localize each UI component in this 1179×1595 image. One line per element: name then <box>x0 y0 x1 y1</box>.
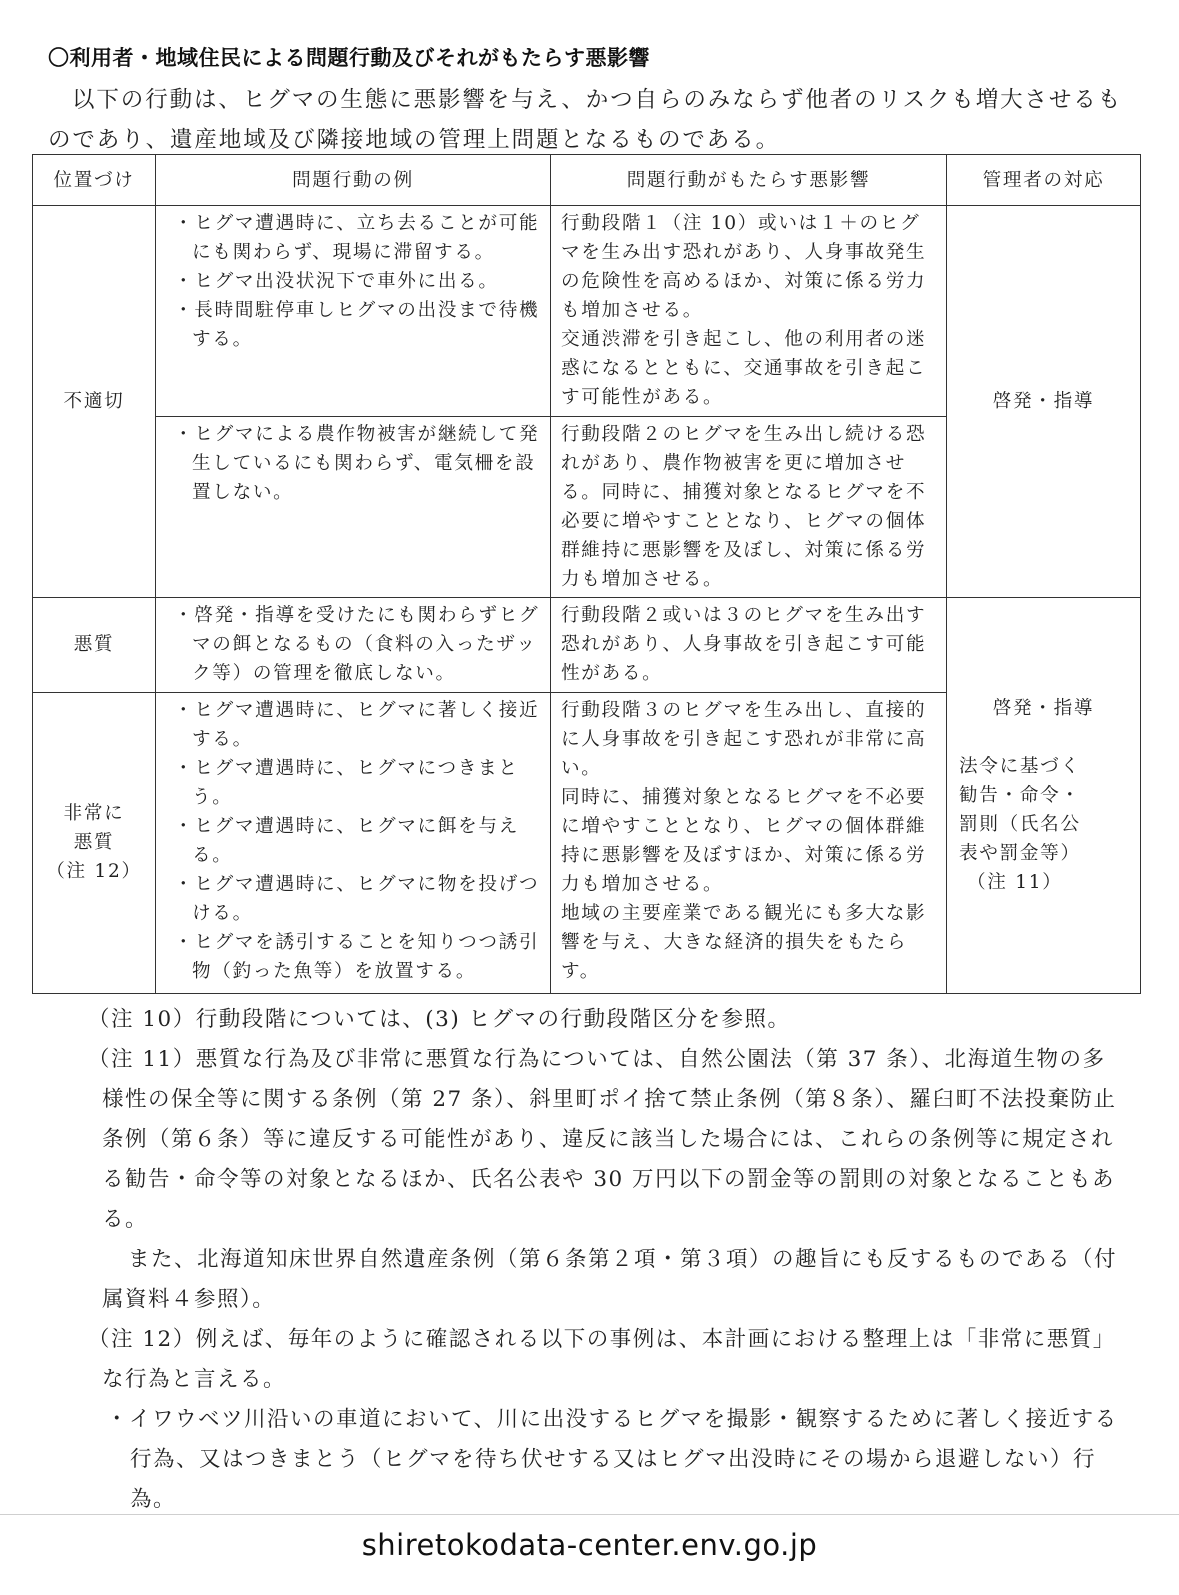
response-malicious <box>947 598 1141 994</box>
header-effects: 問題行動がもたらす悪影響 <box>551 155 947 206</box>
effects-cell <box>551 206 947 417</box>
list-item: ・ヒグマ遭遇時に、立ち去ることが可能にも関わらず、現場に滞留する。 <box>174 213 540 264</box>
section-heading: 〇利用者・地域住民による問題行動及びそれがもたらす悪影響 <box>48 46 650 70</box>
category-malicious: 悪質 <box>33 598 156 693</box>
note-12-bullet: ・イワウベツ川沿いの車道において、川に出没するヒグマを撮影・観察するために著しく接近する行為、又はつきまとう（ヒグマを待ち伏せする又はヒグマ出没時にその場から退避しない）行為。 <box>106 1407 1118 1512</box>
category-line: 悪質 <box>73 832 115 854</box>
effect-text: 交通渋滞を引き起こし、他の利用者の迷惑になるとともに、交通事故を引き起こす可能性がある。 <box>561 329 927 409</box>
category-line: 非常に <box>63 803 125 825</box>
note-10: （注 10）行動段階については、(3) ヒグマの行動段階区分を参照。 <box>88 1007 791 1032</box>
table-row <box>33 206 1141 417</box>
response-line: 法令に基づく <box>959 756 1081 778</box>
header-response: 管理者の対応 <box>947 155 1141 206</box>
response-gap <box>951 723 1136 752</box>
list-item: ・ヒグマ遭遇時に、ヒグマにつきまとう。 <box>174 757 519 808</box>
effect-text: 行動段階２のヒグマを生み出し続ける恐れがあり、農作物被害を更に増加させる。同時に、捕獲対象となるヒグマを不必要に増やすこととなり、ヒグマの個体群維持に悪影響を及ぼし、対策に係る労力も増加させる。 <box>561 423 927 590</box>
response-line: 罰則（氏名公 <box>959 814 1081 836</box>
examples-cell <box>156 416 551 597</box>
response-line: （注 11） <box>967 872 1063 894</box>
footer-divider <box>0 1514 1179 1515</box>
intro-paragraph: 以下の行動は、ヒグマの生態に悪影響を与え、かつ自らのみならず他者のリスクも増大させるものであり、遺産地域及び隣接地域の管理上問題となるものである。 <box>48 87 1123 153</box>
effect-text: 行動段階１（注 10）或いは１＋のヒグマを生み出す恐れがあり、人身事故発生の危険性を高めるほか、対策に係る労力も増加させる。 <box>561 213 927 322</box>
note-11: （注 11）悪質な行為及び非常に悪質な行為については、自然公園法（第 37 条）、北海道生物の多様性の保全等に関する条例（第 27 条）、斜里町ポイ捨て禁止条例（第８条）、羅臼町不法投棄防止条例（第６条）等に違反する可能性があり、違反に該当した場合には、これらの条例等に規定される勧告・命令等の対象となるほか、氏名公表や 30 万円以下の罰金等の罰則の対象となることもある。 <box>88 1047 1117 1232</box>
category-line: （注 12） <box>46 861 142 883</box>
list-item: ・ヒグマによる農作物被害が継続して発生しているにも関わらず、電気柵を設置しない。 <box>174 423 540 503</box>
list-item: ・長時間駐停車しヒグマの出没まで待機する。 <box>174 300 540 351</box>
list-item: ・ヒグマ遭遇時に、ヒグマに物を投げつける。 <box>174 873 540 924</box>
examples-cell <box>156 206 551 417</box>
list-item: ・ヒグマ遭遇時に、ヒグマに餌を与える。 <box>174 815 519 866</box>
problem-behavior-table <box>32 154 1141 994</box>
footnotes <box>88 1000 1124 1520</box>
effects-cell <box>551 416 947 597</box>
list-item: ・啓発・指導を受けたにも関わらずヒグマの餌となるもの（食料の入ったザック等）の管理を徹底しない。 <box>174 605 540 685</box>
category-very-malicious <box>33 692 156 993</box>
header-examples: 問題行動の例 <box>156 155 551 206</box>
table-header-row <box>33 155 1141 206</box>
response-line: 表や罰金等） <box>959 843 1081 865</box>
examples-cell <box>156 692 551 993</box>
effect-text: 地域の主要産業である観光にも多大な影響を与え、大きな経済的損失をもたらす。 <box>561 902 927 982</box>
table-row <box>33 598 1141 693</box>
response-line: 勧告・命令・ <box>959 785 1081 807</box>
source-url: shiretokodata-center.env.go.jp <box>361 1528 818 1562</box>
effects-cell <box>551 692 947 993</box>
effects-cell <box>551 598 947 693</box>
note-12: （注 12）例えば、毎年のように確認される以下の事例は、本計画における整理上は「非常に悪質」な行為と言える。 <box>88 1327 1116 1392</box>
response-inappropriate: 啓発・指導 <box>947 206 1141 598</box>
list-item: ・ヒグマ遭遇時に、ヒグマに著しく接近する。 <box>174 699 540 750</box>
effect-text: 行動段階３のヒグマを生み出し、直接的に人身事故を引き起こす恐れが非常に高い。 <box>561 699 927 779</box>
category-inappropriate: 不適切 <box>33 206 156 598</box>
list-item: ・ヒグマを誘引することを知りつつ誘引物（釣った魚等）を放置する。 <box>174 931 540 982</box>
list-item: ・ヒグマ出没状況下で車外に出る。 <box>174 271 499 293</box>
note-11-paragraph: また、北海道知床世界自然遺産条例（第６条第２項・第３項）の趣旨にも反するものである（付属資料４参照）。 <box>102 1247 1118 1312</box>
response-guidance: 啓発・指導 <box>992 698 1095 720</box>
effect-text: 行動段階２或いは３のヒグマを生み出す恐れがあり、人身事故を引き起こす可能性がある。 <box>561 605 927 685</box>
examples-cell <box>156 598 551 693</box>
header-position: 位置づけ <box>33 155 156 206</box>
effect-text: 同時に、捕獲対象となるヒグマを不必要に増やすこととなり、ヒグマの個体群維持に悪影響を及ぼすほか、対策に係る労力も増加させる。 <box>561 786 927 895</box>
